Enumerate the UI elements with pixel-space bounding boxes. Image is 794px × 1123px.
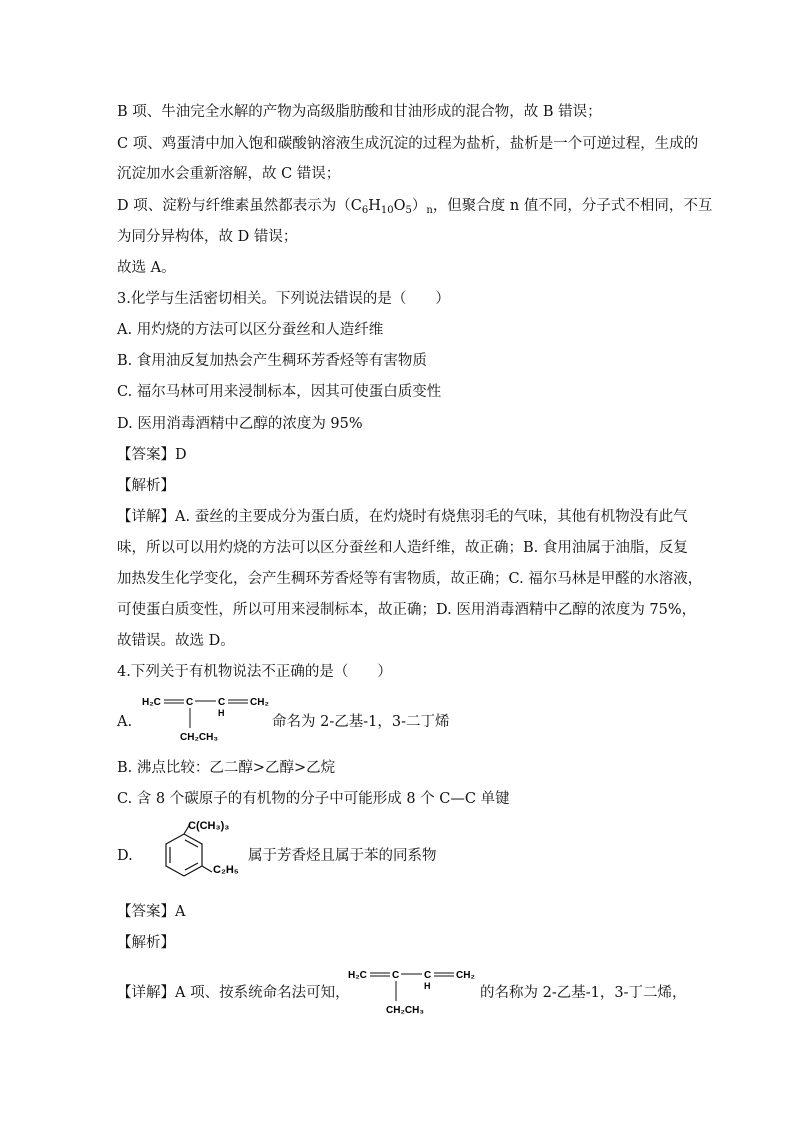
text-line: 故选 A。 [117, 260, 176, 276]
svg-text:H₂C: H₂C [348, 970, 367, 981]
detail-line: 故错误。故选 D。 [117, 633, 235, 649]
analysis-label: 【解析】 [117, 935, 175, 951]
question-3-stem: 3.化学与生活密切相关。下列说法错误的是（ ） [117, 291, 450, 307]
option-b: B. 沸点比较：乙二醇>乙醇>乙烷 [117, 760, 336, 776]
svg-text:H₂C: H₂C [142, 697, 161, 708]
answer-label: 【答案】A [117, 904, 186, 920]
svg-text:CH₂CH₃: CH₂CH₃ [386, 1005, 424, 1016]
detail-line: 味，所以可以用灼烧的方法可以区分蚕丝和人造纤维，故正确；B. 食用油属于油脂，反复 [117, 540, 688, 556]
detail-line: 可使蛋白质变性，所以可用来浸制标本，故正确；D. 医用消毒酒精中乙醇的浓度为 75%， [117, 602, 697, 618]
detail-suffix: 的名称为 2-乙基-1，3-丁二烯， [480, 985, 687, 1001]
svg-text:CH₂CH₃: CH₂CH₃ [180, 732, 218, 743]
svg-text:CH₂: CH₂ [250, 697, 269, 708]
text-line: B 项、牛油完全水解的产物为高级脂肪酸和甘油形成的混合物，故 B 错误； [117, 104, 602, 120]
option-a-text: 命名为 2-乙基-1，3-二丁烯 [272, 714, 450, 730]
option-a: A. 用灼烧的方法可以区分蚕丝和人造纤维 [117, 322, 384, 338]
option-c: C. 福尔马林可用来浸制标本，因其可使蛋白质变性 [117, 384, 442, 400]
svg-text:C₂H₅: C₂H₅ [213, 864, 239, 876]
option-c: C. 含 8 个碳原子的有机物的分子中可能形成 8 个 C—C 单键 [117, 791, 510, 807]
option-d: D. 医用消毒酒精中乙醇的浓度为 95% [117, 416, 363, 432]
svg-text:C: C [424, 970, 432, 981]
answer-label: 【答案】D [117, 447, 187, 463]
svg-text:H: H [218, 708, 225, 718]
option-d-text: 属于芳香烃且属于苯的同系物 [248, 848, 437, 864]
analysis-label: 【解析】 [117, 478, 175, 494]
svg-text:C: C [392, 970, 400, 981]
text-line-formula: D 项、淀粉与纤维素虽然都表示为$(C_6H_{10}O_5)_n$，但聚合度 n 值不同，分子式不相同，不互 [117, 198, 713, 216]
svg-text:H: H [424, 981, 431, 991]
detail-line: 加热发生化学变化，会产生稠环芳香烃等有害物质，故正确；C. 福尔马林是甲醛的水溶液， [117, 571, 703, 587]
text-line: 为同分异构体，故 D 错误； [117, 229, 298, 245]
diene-structure [140, 690, 276, 752]
svg-text:C: C [186, 697, 194, 708]
text-line: C 项、鸡蛋清中加入饱和碳酸钠溶液生成沉淀的过程为盐析，盐析是一个可逆过程，生成的 [117, 136, 699, 152]
detail-line: 【详解】A. 蚕丝的主要成分为蛋白质，在灼烧时有烧焦羽毛的气味，其他有机物没有此气 [117, 509, 688, 525]
option-b: B. 食用油反复加热会产生稠环芳香烃等有害物质 [117, 353, 427, 369]
question-4-stem: 4.下列关于有机物说法不正确的是（ ） [117, 664, 392, 680]
svg-text:C(CH₃)₃: C(CH₃)₃ [188, 820, 230, 832]
svg-text:C: C [218, 697, 226, 708]
option-a-label: A. [117, 714, 133, 730]
option-d-label: D. [117, 848, 133, 864]
svg-text:CH₂: CH₂ [456, 970, 475, 981]
text-line: 沉淀加水会重新溶解，故 C 错误； [117, 166, 341, 182]
benzene-structure [140, 816, 250, 900]
diene-structure-inline [346, 963, 482, 1025]
detail-prefix: 【详解】A 项、按系统命名法可知， [117, 985, 350, 1001]
